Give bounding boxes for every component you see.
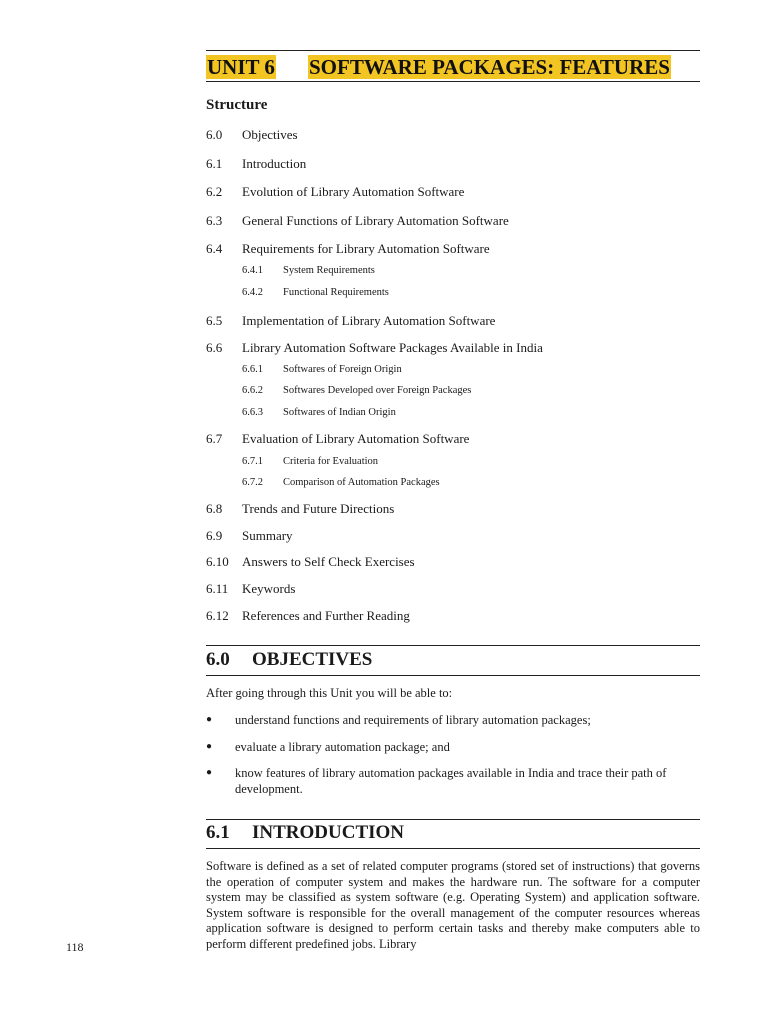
unit-title xyxy=(206,55,700,79)
section-number: 6.1 xyxy=(206,822,230,843)
objectives-bottom-rule xyxy=(206,675,700,676)
section-number: 6.0 xyxy=(206,649,230,670)
page-number: 118 xyxy=(66,940,84,954)
unit-header-bottom-rule xyxy=(206,81,700,82)
introduction-top-rule xyxy=(206,819,700,820)
introduction-heading xyxy=(206,822,404,844)
section-title: OBJECTIVES xyxy=(252,649,373,670)
unit-name: SOFTWARE PACKAGES: FEATURES xyxy=(309,55,670,79)
bullet-icon: ● xyxy=(206,767,213,778)
section-title: INTRODUCTION xyxy=(252,822,405,843)
introduction-paragraph: Software is defined as a set of related computer programs (stored set of instructions) that governs the operation of computer system and makes the hardware run. The software for a computer system may be classified as system software (e.g. Operating System) and application software. System software is responsible for the overall management of the computer resources whereas application software is designed to perform certain tasks and thereby make computers able to perform different predefined jobs. Library xyxy=(206,859,700,951)
objectives-intro: After going through this Unit you will be able to: xyxy=(206,686,453,700)
bullet-icon: ● xyxy=(206,741,213,752)
objectives-heading xyxy=(206,649,372,671)
introduction-bottom-rule xyxy=(206,848,700,849)
bullet-icon: ● xyxy=(206,714,213,725)
unit-number: UNIT 6 xyxy=(207,55,275,79)
objectives-top-rule xyxy=(206,645,700,646)
structure-heading: Structure xyxy=(206,97,268,113)
unit-header-top-rule xyxy=(206,50,700,51)
